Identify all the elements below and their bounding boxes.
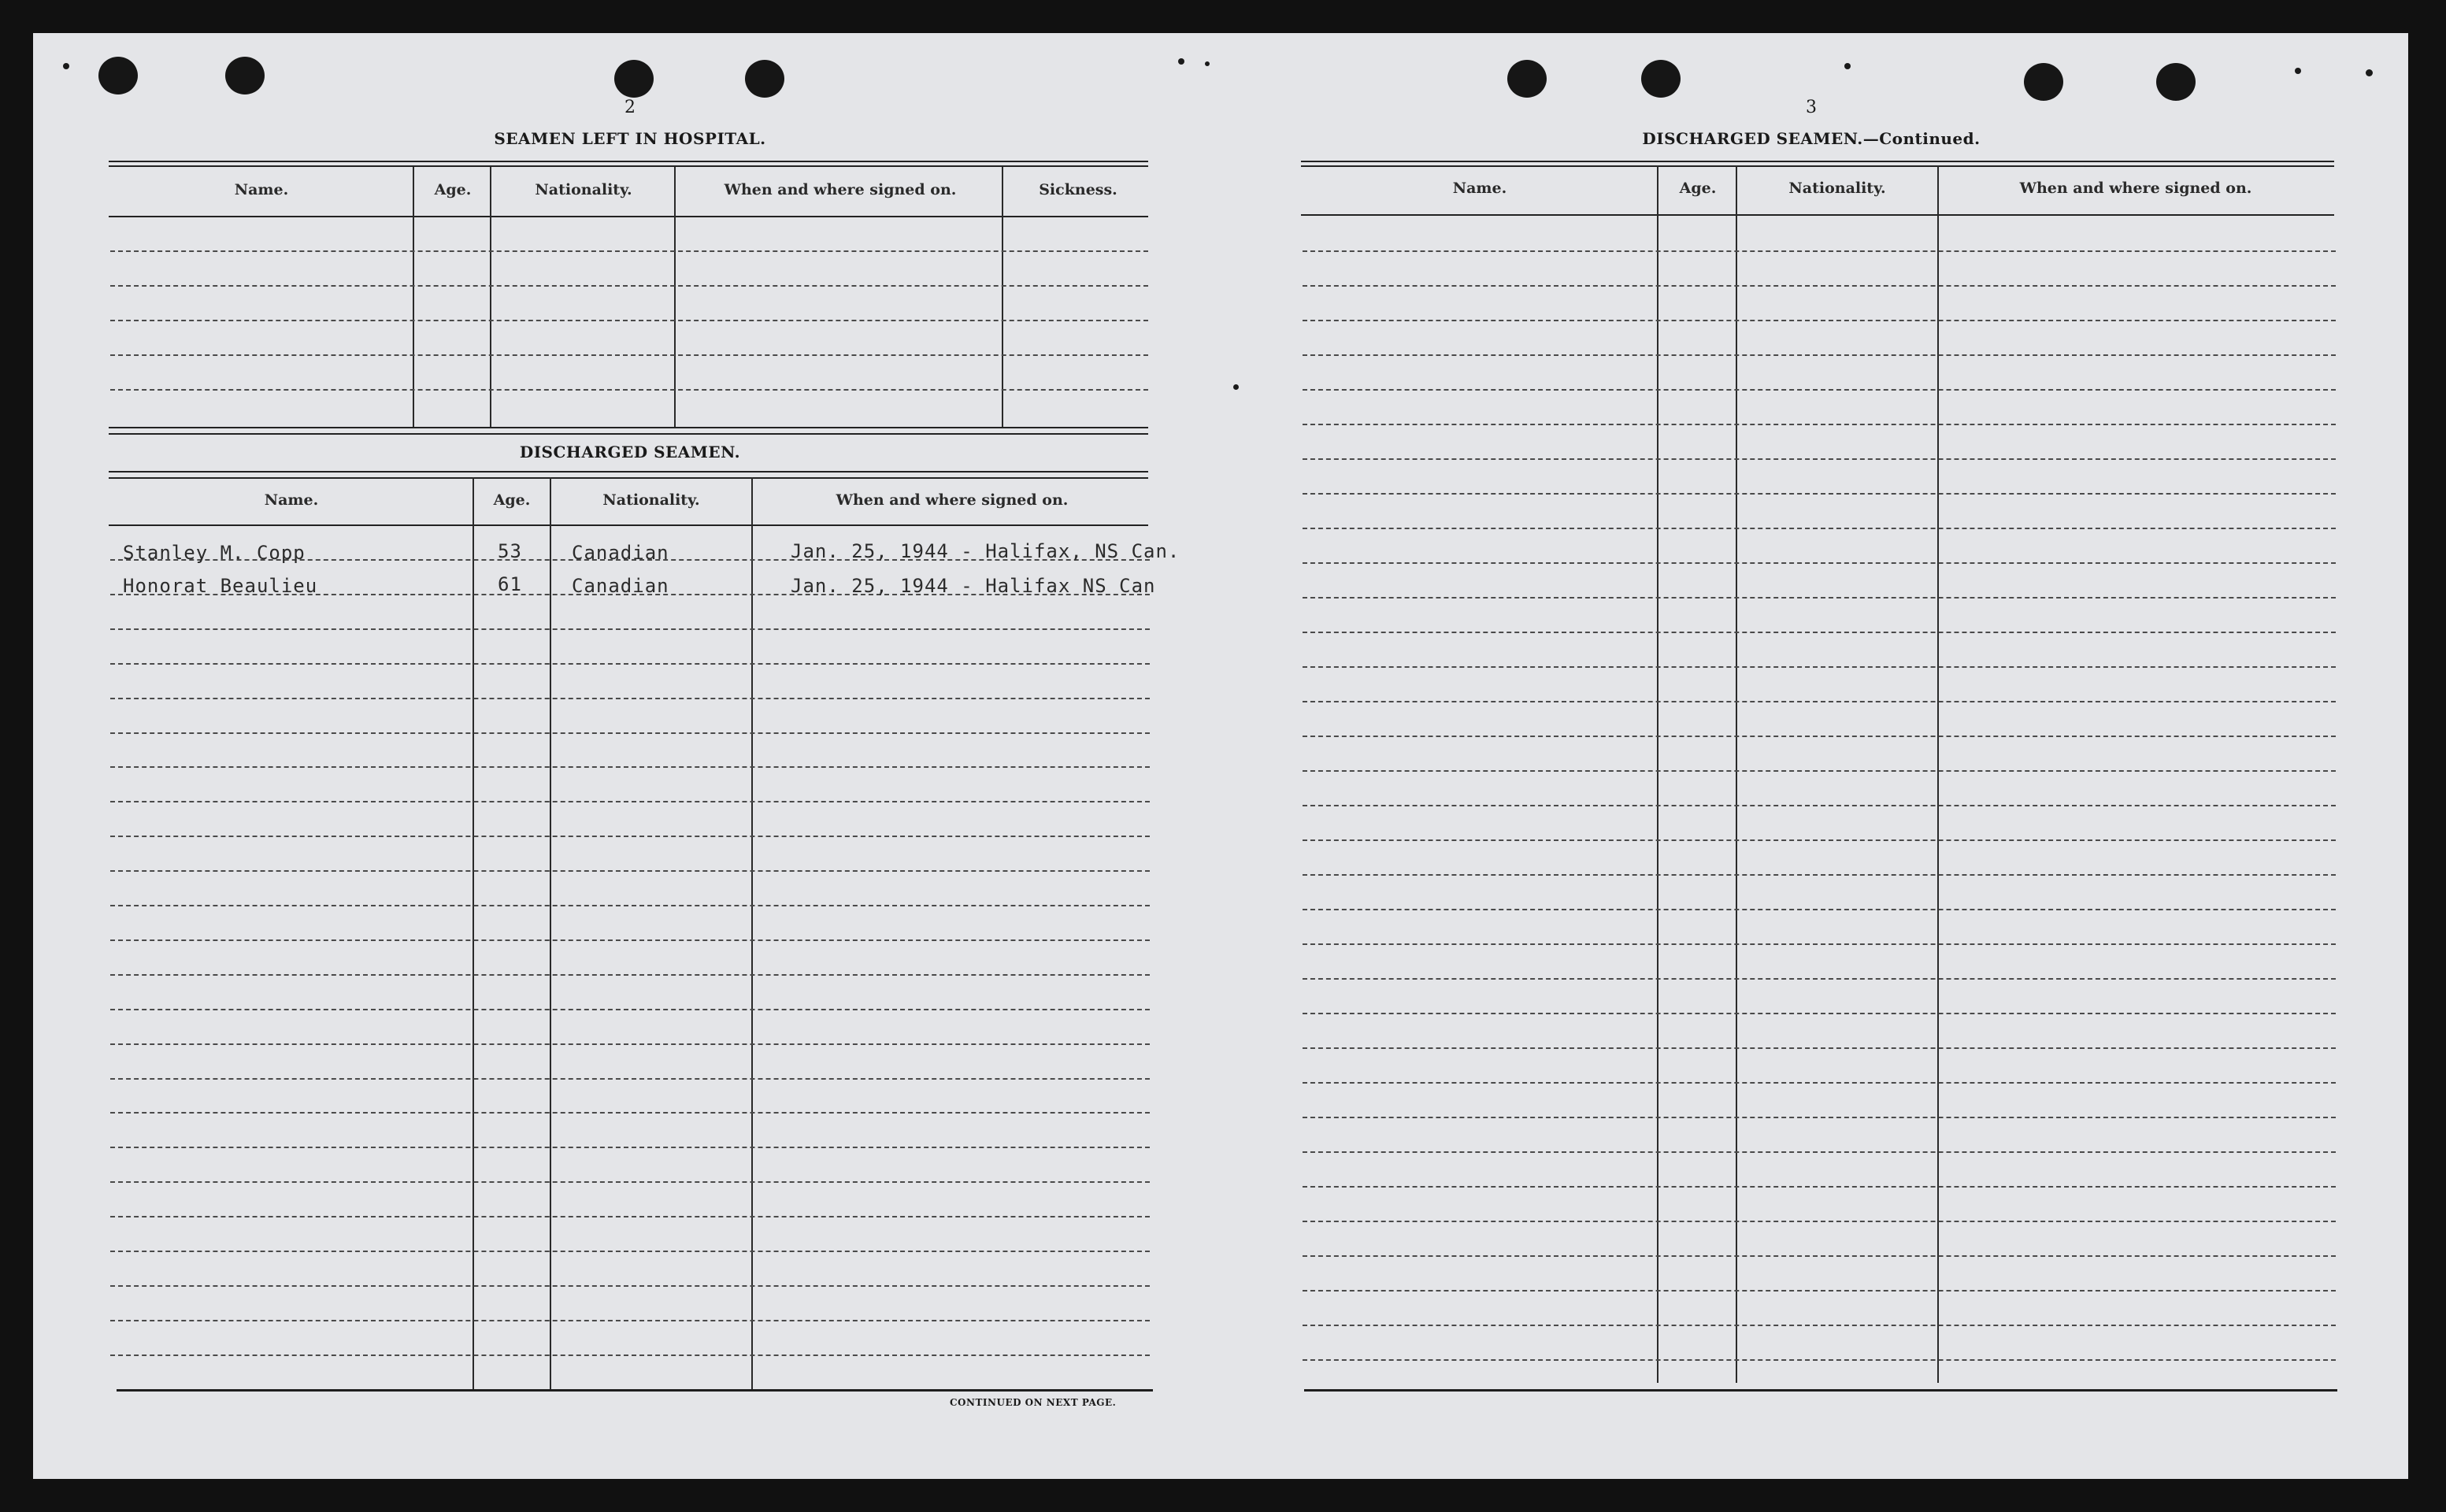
ruled-line: [1303, 354, 2336, 356]
punch-hole: [2024, 63, 2063, 101]
ruled-line: [1303, 874, 2336, 876]
discharged-header-age: Age.: [493, 491, 531, 509]
right-col-divider: [1937, 165, 1939, 1383]
speck: [1205, 61, 1210, 66]
ruled-line: [1303, 1117, 2336, 1118]
ruled-line: [1303, 978, 2336, 980]
hospital-col-divider: [413, 167, 414, 427]
punch-hole: [1641, 60, 1681, 98]
hospital-bottom-rule: [109, 427, 1148, 428]
right-col-divider: [1657, 165, 1658, 1383]
ruled-line: [110, 250, 1148, 252]
punch-hole: [225, 57, 265, 94]
ruled-line: [1303, 285, 2336, 287]
ruled-line: [110, 663, 1150, 665]
hospital-header-nationality: Nationality.: [535, 181, 632, 198]
discharged-top-rule-2: [109, 477, 1148, 479]
ruled-line: [110, 1147, 1150, 1148]
hospital-header-age: Age.: [434, 181, 472, 198]
entry-name: Stanley M. Copp: [123, 542, 306, 564]
ruled-line: [110, 1009, 1150, 1010]
punch-hole: [1507, 60, 1547, 98]
hospital-top-rule-2: [109, 165, 1148, 167]
ruled-line: [110, 320, 1148, 321]
ruled-line: [110, 698, 1150, 699]
punch-hole: [2156, 63, 2196, 101]
discharged-section-title: DISCHARGED SEAMEN.: [519, 443, 741, 461]
right-top-rule-2: [1301, 165, 2334, 167]
discharged-header-rule: [109, 524, 1148, 526]
discharged-header-nationality: Nationality.: [602, 491, 700, 509]
hospital-header-name: Name.: [234, 181, 289, 198]
speck: [1178, 58, 1184, 65]
ruled-line: [1303, 320, 2336, 321]
hospital-section-title: SEAMEN LEFT IN HOSPITAL.: [494, 129, 766, 148]
entry-age: 53: [498, 540, 522, 562]
ruled-line: [1303, 839, 2336, 841]
entry-signed-on: Jan. 25, 1944 - Halifax NS Can: [791, 575, 1156, 597]
ruled-line: [1303, 389, 2336, 391]
speck: [63, 63, 69, 69]
ruled-line: [1303, 1013, 2336, 1014]
ruled-line: [1303, 632, 2336, 633]
entry-age: 61: [498, 573, 522, 595]
ruled-line: [1303, 597, 2336, 598]
ruled-line: [1303, 528, 2336, 529]
discharged-col-divider: [550, 477, 551, 1389]
ruled-line: [1303, 1221, 2336, 1222]
ruled-line: [1303, 1151, 2336, 1153]
ruled-line: [1303, 1290, 2336, 1292]
ruled-line: [1303, 770, 2336, 772]
ruled-line: [110, 628, 1150, 630]
discharged-col-divider: [751, 477, 753, 1389]
ruled-line: [1303, 1255, 2336, 1257]
discharged-col-divider: [473, 477, 474, 1389]
ruled-line: [110, 870, 1150, 872]
entry-signed-on: Jan. 25, 1944 - Halifax, NS Can.: [791, 540, 1180, 562]
punch-hole: [98, 57, 138, 94]
ruled-line: [110, 905, 1150, 906]
ruled-line: [110, 1216, 1150, 1217]
ruled-line: [1303, 909, 2336, 910]
right-header-age: Age.: [1679, 180, 1717, 197]
speck: [1844, 63, 1851, 69]
ruled-line: [110, 939, 1150, 941]
ruled-line: [1303, 458, 2336, 460]
page-number-left: 2: [624, 98, 636, 117]
hospital-col-divider: [674, 167, 676, 427]
ruled-line: [110, 354, 1148, 356]
discharged-header-signed-on: When and where signed on.: [836, 491, 1069, 509]
ruled-line: [1303, 805, 2336, 806]
ruled-line: [1303, 1082, 2336, 1084]
ruled-line: [110, 766, 1150, 768]
ruled-line: [1303, 493, 2336, 495]
ruled-line: [1303, 1186, 2336, 1188]
entry-nationality: Canadian: [572, 542, 669, 564]
punch-hole: [745, 60, 784, 98]
right-section-title: [1575, 129, 2048, 148]
ruled-line: [1303, 562, 2336, 564]
ruled-line: [110, 1181, 1150, 1183]
ruled-line: [1303, 1047, 2336, 1049]
ruled-line: [1303, 424, 2336, 425]
discharged-header-name: Name.: [264, 491, 319, 509]
ruled-line: [110, 1112, 1150, 1114]
ruled-line: [1303, 250, 2336, 252]
page-number-right: 3: [1806, 98, 1817, 117]
ruled-line: [110, 285, 1148, 287]
ruled-line: [110, 801, 1150, 802]
punch-hole: [614, 60, 654, 98]
entry-nationality: Canadian: [572, 575, 669, 597]
hospital-top-rule: [109, 161, 1148, 162]
ruled-line: [110, 974, 1150, 976]
hospital-header-rule: [109, 216, 1148, 217]
speck: [2295, 68, 2301, 74]
ruled-line: [110, 1251, 1150, 1252]
hospital-col-divider: [1002, 167, 1003, 427]
ruled-line: [1303, 1325, 2336, 1326]
hospital-header-signed-on: When and where signed on.: [724, 181, 957, 198]
right-header-nationality: Nationality.: [1788, 180, 1886, 197]
ruled-line: [1303, 943, 2336, 945]
speck: [2366, 69, 2373, 76]
right-col-divider: [1736, 165, 1737, 1383]
ruled-line: [1303, 736, 2336, 737]
entry-name: Honorat Beaulieu: [123, 575, 318, 597]
ruled-line: [110, 1285, 1150, 1287]
ruled-line: [110, 836, 1150, 837]
ruled-line: [110, 1354, 1150, 1356]
ruled-line: [1303, 666, 2336, 668]
discharged-bottom-rule: [117, 1389, 1153, 1392]
ruled-line: [110, 1043, 1150, 1045]
continued-note: CONTINUED ON NEXT PAGE.: [950, 1397, 1117, 1408]
ruled-line: [110, 1078, 1150, 1080]
ruled-line: [110, 1320, 1150, 1321]
ruled-line: [1303, 1359, 2336, 1361]
discharged-top-rule: [109, 471, 1148, 472]
ruled-line: [110, 732, 1150, 734]
right-header-name: Name.: [1452, 180, 1507, 197]
ruled-line: [1303, 701, 2336, 702]
right-title-main: DISCHARGED SEAMEN.: [1642, 129, 1863, 148]
hospital-bottom-rule-2: [109, 433, 1148, 435]
hospital-header-sickness: Sickness.: [1039, 181, 1117, 198]
speck: [1233, 384, 1239, 390]
right-top-rule: [1301, 161, 2334, 162]
right-bottom-rule: [1304, 1389, 2337, 1392]
hospital-col-divider: [490, 167, 491, 427]
ruled-line: [110, 389, 1148, 391]
right-header-signed-on: When and where signed on.: [2019, 180, 2252, 197]
right-header-rule: [1301, 214, 2334, 216]
right-title-continued: —Continued.: [1862, 129, 1981, 148]
